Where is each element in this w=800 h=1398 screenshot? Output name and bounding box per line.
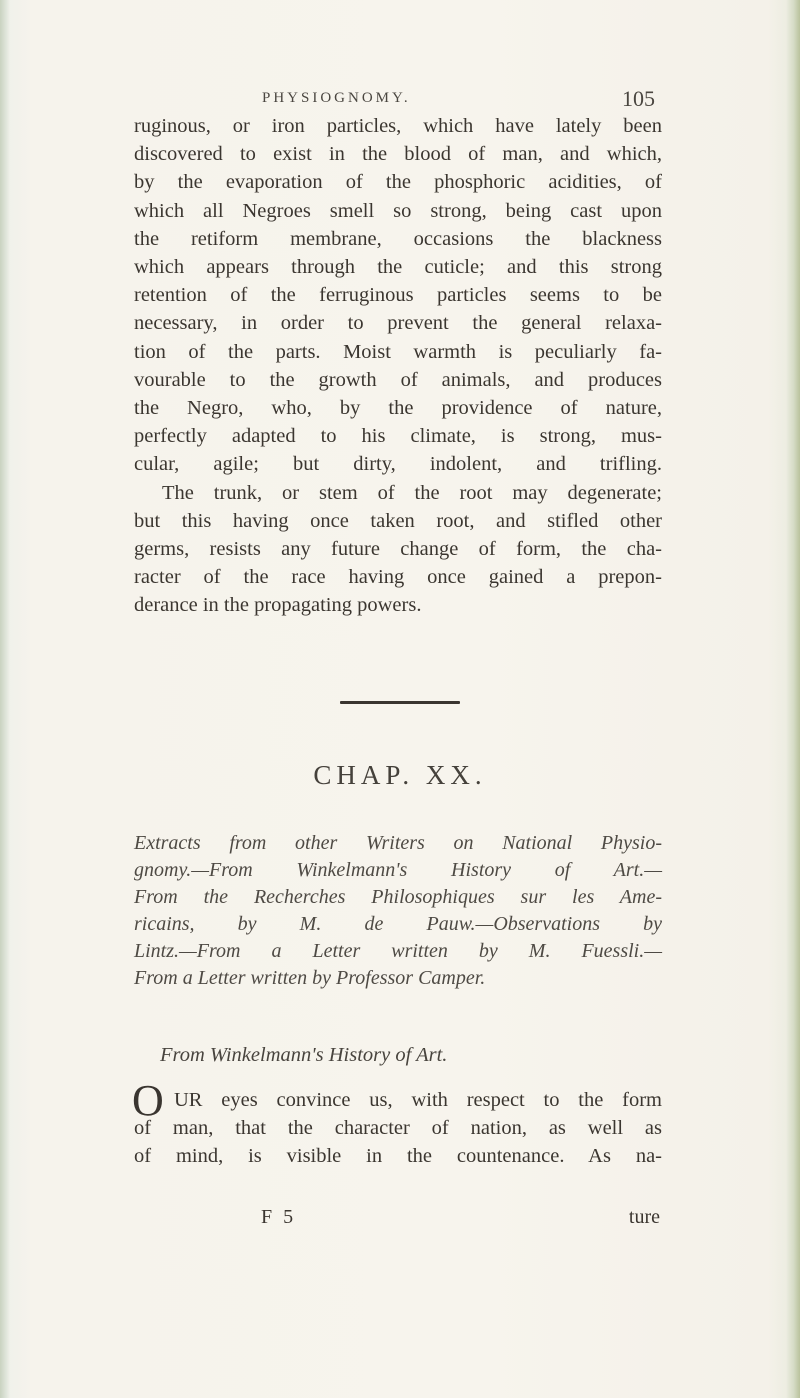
chapter-summary <box>134 830 662 992</box>
text-line: the retiform membrane, occasions the blackness <box>134 227 662 250</box>
page-footer <box>134 1206 662 1236</box>
text-line: The trunk, or stem of the root may degenerate; <box>162 481 662 504</box>
text-line: of man, that the character of nation, as well as <box>134 1117 662 1139</box>
text-line: cular, agile; but dirty, indolent, and trifling. <box>134 453 662 476</box>
drop-cap: O <box>132 1076 164 1125</box>
signature-mark: F 5 <box>261 1206 297 1228</box>
text-line: vourable to the growth of animals, and produces <box>134 368 662 391</box>
text-line: retention of the ferruginous particles seems to be <box>134 284 662 307</box>
page-right-edge <box>786 0 800 1398</box>
section-heading: From Winkelmann's History of Art. <box>160 1044 448 1066</box>
chapter-title: CHAP. XX. <box>313 760 487 790</box>
text-line: ruginous, or iron particles, which have lately been <box>134 115 662 137</box>
summary-line: gnomy.—From Winkelmann's History of Art.— <box>134 859 662 881</box>
text-line: but this having once taken root, and stifled other <box>134 509 662 532</box>
text-line: derance in the propagating powers. <box>134 594 422 617</box>
text-line: perfectly adapted to his climate, is strong, mus- <box>134 425 662 448</box>
summary-line: From a Letter written by Professor Camper. <box>134 967 486 989</box>
text-line: of mind, is visible in the countenance. As na- <box>134 1145 662 1167</box>
running-head: PHYSIOGNOMY. <box>262 90 411 106</box>
text-line: germs, resists any future change of form, the cha- <box>134 538 662 561</box>
section-divider-rule <box>340 701 460 704</box>
summary-line: Lintz.—From a Letter written by M. Fuessli.— <box>134 940 662 962</box>
text-line: the Negro, who, by the providence of nature, <box>134 397 662 420</box>
text-line: discovered to exist in the blood of man, and which, <box>134 143 662 166</box>
summary-line: From the Recherches Philosophiques sur les Ame- <box>134 886 662 908</box>
text-line: UR eyes convince us, with respect to the form <box>174 1089 662 1111</box>
summary-line: ricains, by M. de Pauw.—Observations by <box>134 913 662 935</box>
page-left-edge <box>0 0 10 1398</box>
text-line: necessary, in order to prevent the general relaxa- <box>134 312 662 335</box>
page-number: 105 <box>622 86 655 111</box>
text-line: tion of the parts. Moist warmth is peculiarly fa- <box>134 340 662 363</box>
opening-paragraph <box>132 1076 662 1170</box>
text-line: racter of the race having once gained a prepon- <box>134 566 662 589</box>
text-line: which all Negroes smell so strong, being cast upon <box>134 199 662 222</box>
summary-line: Extracts from other Writers on National Physio- <box>134 832 662 854</box>
catchword: ture <box>628 1206 660 1228</box>
text-line: which appears through the cuticle; and this strong <box>134 256 662 279</box>
text-line: by the evaporation of the phosphoric acidities, of <box>134 171 662 194</box>
body-paragraph <box>134 112 662 620</box>
